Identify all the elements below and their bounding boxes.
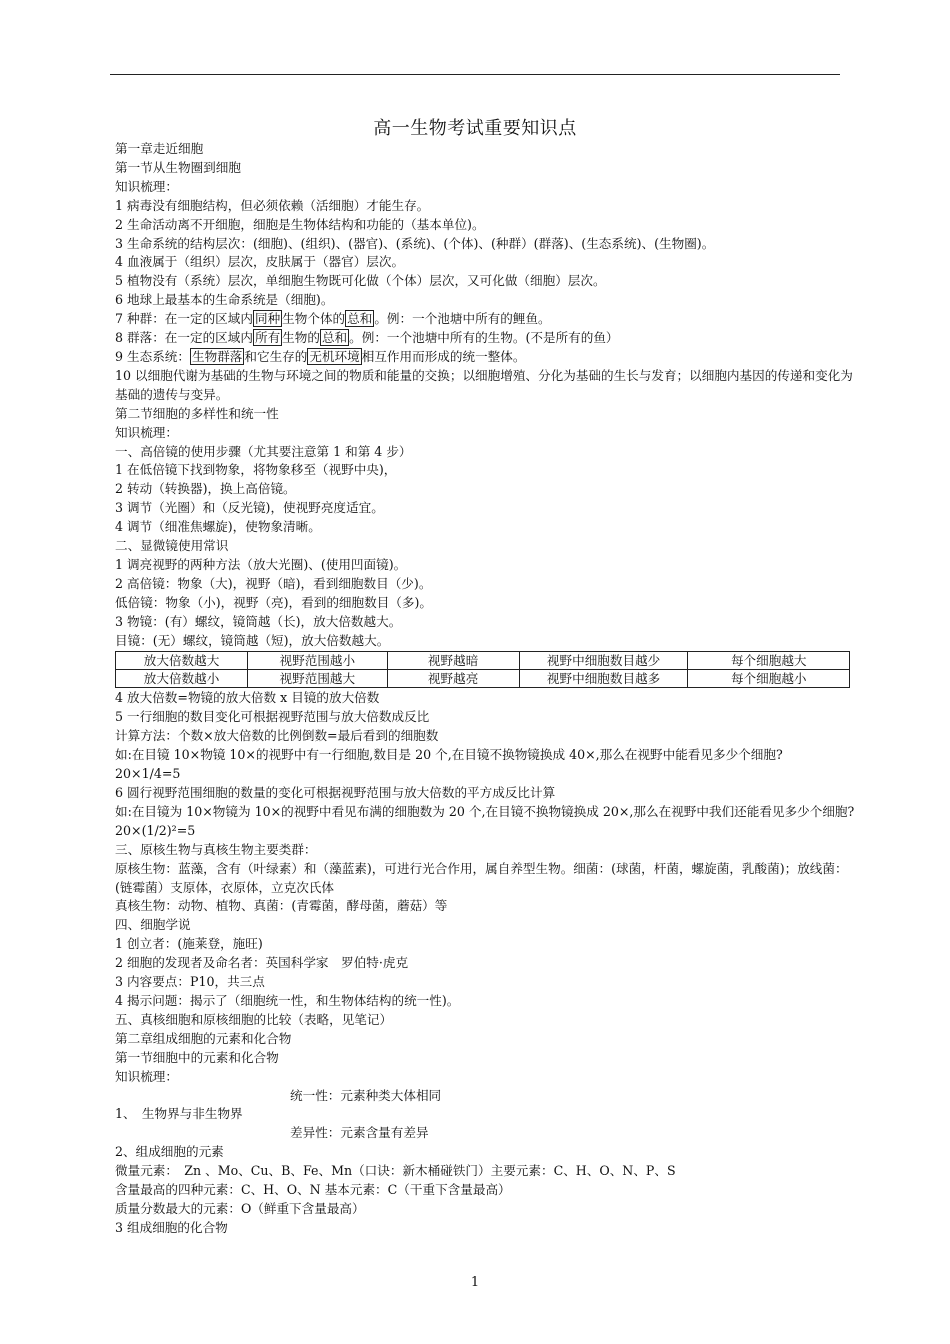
tip-7: 5 一行细胞的数目变化可根据视野范围与放大倍数成反比 — [115, 709, 430, 725]
magnification-table — [115, 651, 850, 688]
subheading-3: 三、原核生物与真核生物主要类群： — [115, 841, 317, 857]
difference-line: 差异性：元素含量有差异 — [290, 1125, 429, 1141]
point-4: 4 血液属于（组织）层次，皮肤属于（器官）层次。 — [115, 254, 405, 270]
point-10: 10 以细胞代谢为基础的生物与环境之间的物质和能量的交换；以细胞增殖、分化为基础的生长与发育；以细胞内基因的传递和变化为基础的遗传与变异。 — [115, 367, 853, 402]
tip-6: 4 放大倍数=物镜的放大倍数 x 目镜的放大倍数 — [115, 690, 380, 706]
boxed-term: 无机环境 — [309, 348, 360, 364]
bio-vs-nonbio: 1、 生物界与非生物界 — [115, 1106, 243, 1122]
table-cell: 视野越暗 — [387, 652, 519, 670]
tip-3: 低倍镜：物象（小)，视野（亮)，看到的细胞数目（多)。 — [115, 594, 432, 610]
eukaryote-text: 真核生物：动物、植物、真菌：(青霉菌，酵母菌，蘑菇）等 — [115, 898, 448, 914]
step-3: 3 调节（光圈）和（反光镜)，使视野亮度适宜。 — [115, 500, 384, 516]
outline-label: 知识梳理： — [115, 178, 178, 194]
theory-2: 2 细胞的发现者及命名者：英国科学家 罗伯特·虎克 — [115, 955, 409, 971]
step-2: 2 转动（转换器)，换上高倍镜。 — [115, 481, 296, 497]
header-rule — [110, 74, 840, 75]
subheading-5: 五、真核细胞和原核细胞的比较（表略，见笔记） — [115, 1011, 393, 1027]
boxed-term: 生物群落 — [192, 348, 243, 364]
tip-9: 6 圆行视野范围细胞的数量的变化可根据视野范围与放大倍数的平方成反比计算 — [115, 785, 556, 800]
point-7: 7 种群：在一定的区域内 同种 生物个体的 总和 。例：一个池塘中所有的鲤鱼。 — [115, 311, 551, 327]
example-1: 如:在目镜 10×物镜 10×的视野中有一行细胞,数目是 20 个,在目镜不换物镜换成 40×,那么在视野中能看见多少个细胞? 20×1/4=5 — [115, 747, 808, 782]
section-1-heading: 第一节从生物圈到细胞 — [115, 159, 241, 175]
table-row — [116, 670, 850, 688]
tip-8: 计算方法：个数×放大倍数的比例倒数=最后看到的细胞数 — [115, 728, 439, 744]
point-2: 2 生命活动离不开细胞，细胞是生物体结构和功能的（基本单位)。 — [115, 216, 485, 232]
boxed-term: 总和 — [321, 330, 348, 346]
table-cell: 放大倍数越小 — [116, 670, 248, 688]
boxed-term: 总和 — [347, 311, 373, 327]
outline-label: 知识梳理： — [115, 424, 178, 440]
table-cell: 每个细胞越小 — [688, 670, 850, 688]
table-cell: 视野中细胞数目越多 — [519, 670, 688, 688]
chapter-2-heading: 第二章组成细胞的元素和化合物 — [115, 1030, 292, 1046]
point-9: 9 生态系统： 生物群落 和它生存的 无机环境 相互作用而形成的统一整体。 — [115, 348, 526, 364]
document-body — [115, 140, 880, 1238]
theory-4: 4 揭示问题：揭示了（细胞统一性，和生物体结构的统一性)。 — [115, 992, 460, 1008]
point-3: 3 生命系统的结构层次：(细胞)、(组织)、(器官)、(系统)、(个体)、(种群）(群落)、(生态系统)、(生物圈)。 — [115, 235, 715, 251]
table-cell: 视野范围越大 — [248, 670, 387, 688]
tip-5: 目镜：(无）螺纹，镜筒越（短)，放大倍数越大。 — [115, 632, 390, 648]
prokaryote-text: 原核生物：蓝藻，含有（叶绿素）和（藻蓝素)，可进行光合作用，属自养型生物。细菌：(球菌，杆菌，螺旋菌，乳酸菌)；放线菌：(链霉菌）支原体，衣原体，立克次氏体 — [115, 860, 848, 895]
boxed-term: 同种 — [254, 311, 281, 327]
page-number: 1 — [470, 1275, 480, 1290]
point-5: 5 植物没有（系统）层次，单细胞生物既可化做（个体）层次，又可化做（细胞）层次。 — [115, 273, 606, 289]
table-cell: 视野范围越小 — [248, 652, 387, 670]
point-8: 8 群落：在一定的区域内 所有 生物的 总和 。例：一个池塘中所有的生物。(不是所有的鱼） — [115, 330, 619, 346]
chapter-1-heading: 第一章走近细胞 — [115, 141, 204, 156]
outline-label: 知识梳理： — [115, 1068, 178, 1084]
boxed-term: 所有 — [254, 330, 281, 346]
point-6: 6 地球上最基本的生命系统是（细胞)。 — [115, 292, 334, 308]
theory-1: 1 创立者：(施莱登，施旺) — [115, 936, 263, 952]
elements-heading: 2、组成细胞的元素 — [115, 1144, 224, 1160]
example-2: 如:在目镜为 10×物镜为 10×的视野中看见布满的细胞数为 20 个,在目镜不换物镜换成 20×,那么在视野中我们还能看见多少个细胞? 20×(1/2)²=5 — [115, 803, 880, 838]
unity-line: 统一性：元素种类大体相同 — [290, 1087, 442, 1103]
section-heading: 第一节细胞中的元素和化合物 — [115, 1049, 279, 1065]
table-cell: 放大倍数越大 — [116, 652, 248, 670]
step-1: 1 在低倍镜下找到物象，将物象移至（视野中央)， — [115, 462, 397, 478]
table-row — [116, 652, 850, 670]
top-four-elements: 含量最高的四种元素：C、H、O、N 基本元素：C（干重下含量最高） — [115, 1182, 511, 1198]
table-cell: 视野越亮 — [387, 670, 519, 688]
tip-1: 1 调亮视野的两种方法（放大光圈)、(使用凹面镜)。 — [115, 556, 407, 572]
subheading-2: 二、显微镜使用常识 — [115, 538, 229, 554]
step-4: 4 调节（细准焦螺旋)，使物象清晰。 — [115, 519, 321, 535]
theory-3: 3 内容要点：P10，共三点 — [115, 974, 265, 990]
section-2-heading: 第二节细胞的多样性和统一性 — [115, 405, 279, 421]
compounds-heading: 3 组成细胞的化合物 — [115, 1219, 228, 1235]
table-cell: 视野中细胞数目越少 — [519, 652, 688, 670]
tip-2: 2 高倍镜：物象（大)，视野（暗)，看到细胞数目（少)。 — [115, 575, 432, 591]
max-mass-element: 质量分数最大的元素：O（鲜重下含量最高） — [115, 1200, 365, 1216]
point-1: 1 病毒没有细胞结构，但必须依赖（活细胞）才能生存。 — [115, 197, 430, 213]
subheading-4: 四、细胞学说 — [115, 917, 191, 933]
page-title: 高一生物考试重要知识点 — [373, 118, 577, 139]
tip-4: 3 物镜：(有）螺纹，镜筒越（长)，放大倍数越大。 — [115, 613, 402, 629]
trace-elements: 微量元素： Zn 、Mo、Cu、B、Fe、Mn（口诀：新木桶碰铁门）主要元素：C、H、O、N、P、S — [115, 1163, 676, 1179]
subheading-1: 一、高倍镜的使用步骤（尤其要注意第 1 和第 4 步） — [115, 443, 412, 459]
table-cell: 每个细胞越大 — [688, 652, 850, 670]
